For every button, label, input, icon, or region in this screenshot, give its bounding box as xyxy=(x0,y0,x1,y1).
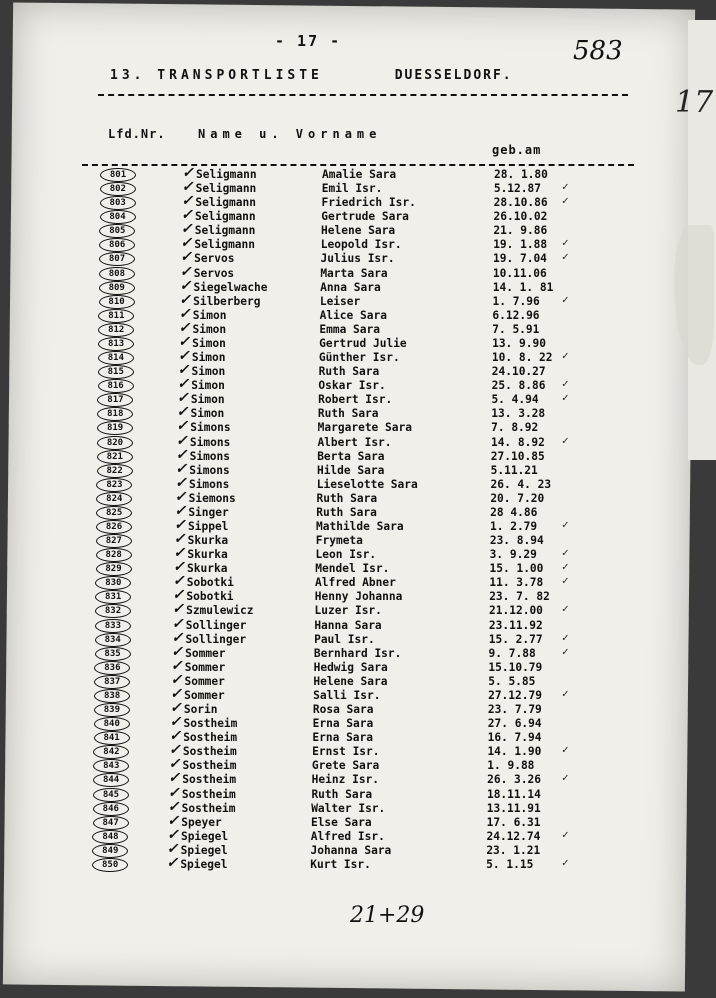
surname: Sollinger xyxy=(185,618,247,632)
tick-mark: ✓ xyxy=(562,391,569,405)
given-name: Mendel Isr. xyxy=(315,562,390,576)
title-city: DUESSELDORF. xyxy=(394,68,513,83)
header-dob: geb.am xyxy=(492,143,542,157)
check-mark-icon: ✓ xyxy=(179,263,192,280)
surname: Sobotki xyxy=(186,590,234,604)
tick-mark: ✓ xyxy=(562,827,569,841)
given-name: Julius Isr. xyxy=(320,252,395,266)
surname: Simon xyxy=(192,322,227,336)
given-name: Alfred Abner xyxy=(315,576,396,590)
check-mark-icon: ✓ xyxy=(173,559,185,576)
check-mark-icon: ✓ xyxy=(169,728,181,745)
birth-date: 28. 1.80 xyxy=(494,168,548,181)
given-name: Salli Isr. xyxy=(313,688,381,702)
row-number: 837 xyxy=(94,675,130,689)
row-number: 844 xyxy=(93,773,129,787)
row-number: 814 xyxy=(98,351,134,365)
surname: Sostheim xyxy=(181,787,236,801)
row-number: 840 xyxy=(94,717,130,731)
tick-mark: ✓ xyxy=(562,349,569,363)
given-name: Robert Isr. xyxy=(318,393,393,407)
birth-date: 14. 1. 81 xyxy=(492,280,554,294)
given-name: Ruth Sara xyxy=(316,491,378,505)
page-number: - 17 - xyxy=(275,32,342,50)
surname: Skurka xyxy=(187,562,228,576)
row-number: 809 xyxy=(99,281,135,295)
tick-mark: ✓ xyxy=(562,250,569,264)
row-number: 828 xyxy=(96,548,132,562)
row-number: 805 xyxy=(99,224,135,238)
surname: Seligmann xyxy=(196,168,257,181)
surname: Simon xyxy=(192,336,226,350)
given-name: Oskar Isr. xyxy=(318,379,386,393)
birth-date: 24.10.27 xyxy=(491,365,546,379)
given-name: Ernst Isr. xyxy=(312,745,380,759)
row-number: 816 xyxy=(98,379,134,393)
given-name: Leopold Isr. xyxy=(320,238,402,252)
check-mark-icon: ✓ xyxy=(168,756,181,773)
birth-date: 5. 4.94 xyxy=(491,393,539,407)
given-name: Lieselotte Sara xyxy=(316,477,418,491)
row-number: 826 xyxy=(96,520,132,534)
birth-date: 15. 1.00 xyxy=(489,562,544,576)
row-number: 807 xyxy=(99,252,135,266)
given-name: Ruth Sara xyxy=(318,365,380,379)
check-mark-icon: ✓ xyxy=(168,742,181,759)
birth-date: 16. 7.94 xyxy=(487,731,542,745)
check-mark-icon: ✓ xyxy=(177,348,190,365)
surname: Sippel xyxy=(188,520,229,533)
surname: Sorin xyxy=(183,703,218,717)
birth-date: 19. 1.88 xyxy=(493,238,548,252)
birth-date: 23. 1.21 xyxy=(486,843,541,857)
check-mark-icon: ✓ xyxy=(175,432,188,449)
surname: Seligmann xyxy=(195,196,256,210)
surname: Sostheim xyxy=(181,801,236,815)
birth-date: 23. 8.94 xyxy=(489,534,544,548)
check-mark-icon: ✓ xyxy=(170,685,182,702)
row-number: 846 xyxy=(93,802,129,816)
given-name: Helene Sara xyxy=(321,224,396,238)
row-number: 849 xyxy=(92,844,128,858)
surname: Seligmann xyxy=(195,210,256,224)
row-number: 836 xyxy=(94,661,130,675)
surname: Simon xyxy=(190,407,225,421)
birth-date: 24.12.74 xyxy=(486,829,541,843)
given-name: Luzer Isr. xyxy=(314,604,382,618)
surname: Skurka xyxy=(187,548,228,562)
check-mark-icon: ✓ xyxy=(176,418,188,435)
birth-date: 20. 7.20 xyxy=(490,491,545,505)
row-number: 810 xyxy=(99,295,135,309)
surname: Sommer xyxy=(184,688,225,702)
row-number: 803 xyxy=(100,196,136,210)
check-mark-icon: ✓ xyxy=(170,657,183,674)
check-mark-icon: ✓ xyxy=(174,474,187,491)
header-rule xyxy=(82,164,634,166)
birth-date: 5. 1.15 xyxy=(486,857,534,871)
given-name: Albert Isr. xyxy=(317,435,392,449)
birth-date: 6.12.96 xyxy=(492,308,540,322)
given-name: Helene Sara xyxy=(313,674,388,688)
check-mark-icon: ✓ xyxy=(172,601,184,618)
surname: Sommer xyxy=(184,660,226,674)
check-mark-icon: ✓ xyxy=(173,545,186,562)
row-number: 850 xyxy=(92,858,128,872)
row-number: 833 xyxy=(95,619,131,633)
given-name: Hilde Sara xyxy=(316,463,385,477)
given-name: Bernhard Isr. xyxy=(313,646,402,660)
row-number: 848 xyxy=(92,830,128,844)
birth-date: 1. 7.96 xyxy=(492,294,540,308)
birth-date: 5. 5.85 xyxy=(488,674,536,688)
surname: Singer xyxy=(188,505,229,519)
surname: Sostheim xyxy=(182,759,237,773)
check-mark-icon: ✓ xyxy=(180,249,192,266)
birth-date: 3. 9.29 xyxy=(489,548,537,562)
check-mark-icon: ✓ xyxy=(173,531,186,548)
header-num: Lfd.Nr. xyxy=(108,127,166,141)
surname: Siemons xyxy=(188,491,236,505)
check-mark-icon: ✓ xyxy=(174,502,187,519)
surname: Spiegel xyxy=(180,829,229,843)
check-mark-icon: ✓ xyxy=(169,700,182,717)
check-mark-icon: ✓ xyxy=(172,587,185,604)
row-number: 831 xyxy=(95,590,131,604)
list-title xyxy=(110,68,513,83)
surname: Sollinger xyxy=(185,632,247,646)
row-number: 806 xyxy=(99,238,135,252)
birth-date: 7. 5.91 xyxy=(492,322,540,336)
row-number: 829 xyxy=(96,562,132,576)
row-number: 820 xyxy=(97,436,133,450)
tick-mark: ✓ xyxy=(562,771,569,785)
row-number: 802 xyxy=(100,182,136,196)
row-number: 834 xyxy=(95,633,131,647)
given-name: Frymeta xyxy=(315,534,363,548)
row-number: 830 xyxy=(95,576,131,590)
given-name: Margarete Sara xyxy=(317,421,412,435)
check-mark-icon: ✓ xyxy=(172,573,185,590)
birth-date: 26. 3.26 xyxy=(487,773,541,787)
check-mark-icon: ✓ xyxy=(178,305,191,322)
given-name: Gertrud Julie xyxy=(319,336,407,350)
check-mark-icon: ✓ xyxy=(170,671,183,688)
tick-mark: ✓ xyxy=(562,743,569,757)
given-name: Kurt Isr. xyxy=(310,857,371,871)
given-name: Ruth Sara xyxy=(311,787,373,801)
given-name: Alfred Isr. xyxy=(310,829,385,843)
surname: Simons xyxy=(189,449,231,463)
row-number: 825 xyxy=(96,506,132,520)
given-name: Hanna Sara xyxy=(314,618,382,632)
given-name: Emil Isr. xyxy=(321,182,383,196)
birth-date: 17. 6.31 xyxy=(486,815,541,829)
given-name: Ruth Sara xyxy=(316,505,377,519)
surname: Simons xyxy=(188,477,230,491)
surname: Sostheim xyxy=(183,717,238,731)
given-name: Erna Sara xyxy=(312,717,374,731)
surname: Sobotki xyxy=(186,576,234,590)
handwritten-note: 21+29 xyxy=(350,903,425,928)
given-name: Johanna Sara xyxy=(310,843,392,857)
row-number: 818 xyxy=(97,407,133,421)
birth-date: 15.10.79 xyxy=(488,660,543,674)
birth-date: 18.11.14 xyxy=(486,787,541,801)
birth-date: 26. 4. 23 xyxy=(490,477,552,491)
surname: Sostheim xyxy=(182,773,237,787)
check-mark-icon: ✓ xyxy=(167,812,179,829)
surname: Simons xyxy=(189,463,230,477)
check-mark-icon: ✓ xyxy=(171,615,184,632)
tick-mark: ✓ xyxy=(562,194,569,208)
given-name: Grete Sara xyxy=(311,759,380,773)
given-name: Heinz Isr. xyxy=(311,773,380,787)
tick-mark: ✓ xyxy=(562,855,569,869)
surname: Simon xyxy=(192,308,227,322)
tick-mark: ✓ xyxy=(562,377,569,391)
given-name: Emma Sara xyxy=(319,322,380,336)
surname: Simon xyxy=(191,365,226,379)
birth-date: 19. 7.04 xyxy=(493,252,547,266)
given-name: Amalie Sara xyxy=(322,168,397,181)
check-mark-icon: ✓ xyxy=(166,826,179,843)
given-name: Anna Sara xyxy=(320,280,381,294)
title-rule xyxy=(98,94,628,96)
check-mark-icon: ✓ xyxy=(171,643,183,660)
given-name: Friedrich Isr. xyxy=(321,196,416,210)
given-name: Else Sara xyxy=(310,815,372,829)
birth-date: 11. 3.78 xyxy=(489,576,544,590)
row-number: 804 xyxy=(100,210,136,224)
birth-date: 23. 7. 82 xyxy=(489,590,550,604)
given-name: Günther Isr. xyxy=(318,351,400,365)
tick-mark: ✓ xyxy=(562,602,569,616)
surname: Simons xyxy=(189,435,231,449)
given-name: Leiser xyxy=(319,294,361,308)
row-number: 842 xyxy=(93,745,129,759)
row-number: 835 xyxy=(95,647,131,661)
check-mark-icon: ✓ xyxy=(175,446,188,463)
birth-date: 27.12.79 xyxy=(488,688,542,702)
tick-mark: ✓ xyxy=(562,644,569,658)
row-number: 812 xyxy=(98,323,134,337)
surname: Servos xyxy=(193,266,235,280)
birth-date: 26.10.02 xyxy=(493,210,548,224)
given-name: Walter Isr. xyxy=(311,801,386,815)
surname: Speyer xyxy=(181,815,222,829)
birth-date: 10. 8. 22 xyxy=(491,351,553,365)
row-number: 839 xyxy=(94,703,130,717)
tick-mark: ✓ xyxy=(562,574,569,588)
tick-mark: ✓ xyxy=(562,630,569,644)
check-mark-icon: ✓ xyxy=(177,362,190,379)
birth-date: 14. 8.92 xyxy=(490,435,545,449)
birth-date: 7. 8.92 xyxy=(491,421,539,435)
check-mark-icon: ✓ xyxy=(177,376,189,393)
birth-date: 13. 9.90 xyxy=(492,336,546,350)
birth-date: 10.11.06 xyxy=(492,266,547,280)
check-mark-icon: ✓ xyxy=(167,784,180,801)
given-name: Mathilde Sara xyxy=(316,520,404,533)
birth-date: 21. 9.86 xyxy=(493,224,548,238)
surname: Sommer xyxy=(185,646,226,660)
surname: Seligmann xyxy=(194,224,256,238)
check-mark-icon: ✓ xyxy=(179,277,192,294)
surname: Simon xyxy=(191,379,225,393)
row-number: 824 xyxy=(96,492,132,506)
tick-mark: ✓ xyxy=(562,236,569,250)
surname: Silberberg xyxy=(193,294,261,308)
row-number: 838 xyxy=(94,689,130,703)
given-name: Rosa Sara xyxy=(312,703,374,717)
row-number: 815 xyxy=(98,365,134,379)
surname: Spiegel xyxy=(180,857,228,871)
given-name: Erna Sara xyxy=(312,731,374,745)
check-mark-icon: ✓ xyxy=(174,517,186,533)
birth-date: 27.10.85 xyxy=(490,449,545,463)
check-mark-icon: ✓ xyxy=(181,179,194,196)
check-mark-icon: ✓ xyxy=(178,319,191,336)
given-name: Marta Sara xyxy=(320,266,388,280)
surname: Simon xyxy=(191,351,226,365)
birth-date: 23. 7.79 xyxy=(487,703,542,717)
row-number: 813 xyxy=(98,337,134,351)
birth-date: 21.12.00 xyxy=(489,604,543,618)
tick-mark: ✓ xyxy=(562,433,569,447)
row-number: 823 xyxy=(96,478,132,492)
birth-date: 14. 1.90 xyxy=(487,745,542,759)
row-number: 822 xyxy=(97,464,133,478)
given-name: Leon Isr. xyxy=(315,548,377,562)
row-number: 847 xyxy=(93,816,129,830)
row-number: 832 xyxy=(95,604,131,618)
birth-date: 9. 7.88 xyxy=(488,646,536,660)
row-number: 821 xyxy=(97,450,133,464)
given-name: Henny Johanna xyxy=(314,590,403,604)
row-number: 845 xyxy=(93,788,129,802)
check-mark-icon: ✓ xyxy=(182,165,194,181)
given-name: Gertrude Sara xyxy=(321,210,409,224)
check-mark-icon: ✓ xyxy=(179,291,191,308)
tick-mark: ✓ xyxy=(562,518,569,531)
header-name: Name u. Vorname xyxy=(198,127,382,141)
check-mark-icon: ✓ xyxy=(175,460,187,477)
surname: Szmulewicz xyxy=(186,604,254,618)
tick-mark: ✓ xyxy=(562,686,569,700)
check-mark-icon: ✓ xyxy=(178,333,190,350)
check-mark-icon: ✓ xyxy=(169,714,182,731)
tick-mark: ✓ xyxy=(562,546,569,560)
surname: Servos xyxy=(194,252,235,266)
margin-mark: 17 xyxy=(675,85,714,120)
surname: Spiegel xyxy=(180,843,228,857)
row-number: 819 xyxy=(97,421,133,435)
surname: Sostheim xyxy=(182,745,237,759)
check-mark-icon: ✓ xyxy=(166,854,179,871)
row-number: 817 xyxy=(97,393,133,407)
given-name: Hedwig Sara xyxy=(313,660,388,674)
row-number: 827 xyxy=(96,534,132,548)
row-number: 843 xyxy=(93,759,129,773)
given-name: Paul Isr. xyxy=(314,632,375,646)
birth-date: 5.12.87 xyxy=(493,182,541,196)
check-mark-icon: ✓ xyxy=(167,798,180,815)
check-mark-icon: ✓ xyxy=(180,235,193,252)
archive-number: 583 xyxy=(573,36,623,66)
check-mark-icon: ✓ xyxy=(176,404,189,421)
surname: Seligmann xyxy=(194,238,256,252)
check-mark-icon: ✓ xyxy=(171,629,184,646)
check-mark-icon: ✓ xyxy=(168,770,180,787)
check-mark-icon: ✓ xyxy=(174,488,187,505)
check-mark-icon: ✓ xyxy=(166,840,179,857)
row-number: 841 xyxy=(94,731,130,745)
tick-mark: ✓ xyxy=(562,292,569,306)
given-name: Berta Sara xyxy=(317,449,385,463)
birth-date: 25. 8.86 xyxy=(491,379,546,393)
birth-date: 27. 6.94 xyxy=(487,717,542,731)
surname: Simons xyxy=(190,421,231,435)
given-name: Ruth Sara xyxy=(317,407,379,421)
row-number: 801 xyxy=(100,168,136,182)
birth-date: 23.11.92 xyxy=(488,618,543,632)
surname: Skurka xyxy=(187,534,229,548)
surname: Siegelwache xyxy=(193,280,268,294)
birth-date: 1. 2.79 xyxy=(490,520,538,533)
row-number: 811 xyxy=(98,309,134,323)
birth-date: 13. 3.28 xyxy=(491,407,546,421)
surname: Sostheim xyxy=(183,731,238,745)
tick-mark: ✓ xyxy=(562,560,569,574)
check-mark-icon: ✓ xyxy=(181,207,193,224)
check-mark-icon: ✓ xyxy=(176,390,189,407)
surname: Seligmann xyxy=(195,182,257,196)
surname: Simon xyxy=(190,393,225,407)
title-text: 13. TRANSPORTLISTE xyxy=(110,68,323,83)
birth-date: 15. 2.77 xyxy=(488,632,543,646)
birth-date: 13.11.91 xyxy=(486,801,541,815)
given-name: Alice Sara xyxy=(319,308,387,322)
row-number: 808 xyxy=(99,267,135,281)
birth-date: 5.11.21 xyxy=(490,463,538,477)
tick-mark: ✓ xyxy=(562,180,569,194)
birth-date: 28.10.86 xyxy=(493,196,548,210)
birth-date: 1. 9.88 xyxy=(487,759,535,773)
check-mark-icon: ✓ xyxy=(180,221,193,238)
birth-date: 28 4.86 xyxy=(490,505,538,519)
surname: Sommer xyxy=(184,674,225,688)
check-mark-icon: ✓ xyxy=(181,193,194,210)
